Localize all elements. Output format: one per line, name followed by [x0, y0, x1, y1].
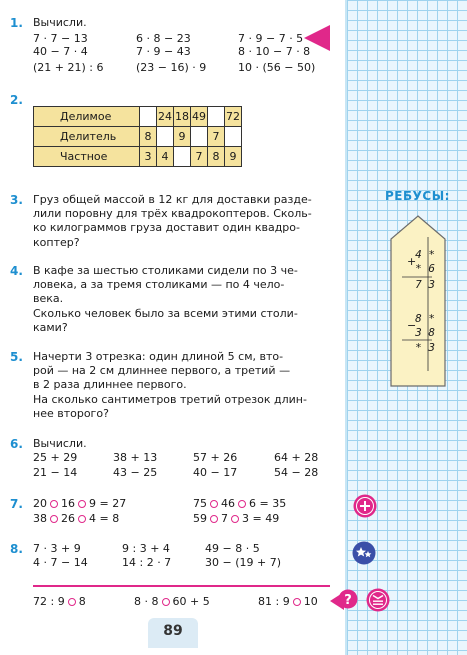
text-line: В кафе за шестью столиками сидели по 3 че- — [33, 264, 298, 277]
compare-circle[interactable] — [162, 598, 170, 606]
compare-circle[interactable] — [68, 598, 76, 606]
table-cell: 7 — [191, 147, 208, 167]
operand: 26 — [61, 512, 75, 525]
page-number: 89 — [163, 623, 183, 639]
expr: 14 : 2 · 7 — [122, 556, 172, 569]
circle-equation — [193, 498, 286, 511]
task-number: 2. — [10, 93, 23, 107]
table-row — [34, 147, 242, 167]
operand: 6 = 35 — [249, 497, 287, 510]
text-line: в 2 раза длиннее первого. — [33, 378, 187, 392]
operand: 10 — [303, 595, 318, 608]
expr: 25 + 29 — [33, 451, 78, 464]
compare-icon[interactable] — [366, 588, 390, 612]
circle-equation — [33, 513, 119, 526]
operand: 3 = 49 — [242, 512, 280, 525]
text-line: Груз общей массой в 12 кг для доставки разде- — [33, 193, 312, 206]
task-number: 1. — [10, 16, 23, 30]
operand: 20 — [33, 497, 47, 510]
table-row — [34, 107, 242, 127]
text-line: рой — на 2 см длиннее первого, а третий — — [33, 364, 291, 378]
circle-equation — [33, 498, 126, 511]
operator-circle[interactable] — [238, 500, 246, 508]
table-cell: 7 — [208, 127, 225, 147]
operand: 7 — [221, 512, 228, 525]
expr: 9 : 3 + 4 — [122, 542, 170, 555]
expr: 49 − 8 · 5 — [205, 542, 260, 555]
divider — [33, 585, 330, 587]
text-line: ловека, а за тремя столиками — по 4 чело- — [33, 278, 285, 292]
rebus-line: * 3 — [415, 341, 435, 354]
table-cell — [140, 107, 157, 127]
operator-circle[interactable] — [210, 500, 218, 508]
expr: (21 + 21) : 6 — [33, 61, 104, 74]
operand: 4 = 8 — [89, 512, 120, 525]
operand: 60 + 5 — [172, 595, 210, 608]
text-line: ко килограммов груза доставит один квадро- — [33, 221, 300, 235]
operand: 8 — [78, 595, 86, 608]
expr: 40 − 17 — [193, 466, 238, 479]
question-icon[interactable] — [338, 589, 358, 609]
table-cell: 8 — [208, 147, 225, 167]
task-number: 4. — [10, 264, 23, 278]
row-label: Частное — [34, 147, 140, 167]
expr: 7 · 3 + 9 — [33, 542, 81, 555]
expr: 10 · (56 − 50) — [238, 61, 316, 74]
operand: 8 · 8 — [134, 595, 159, 608]
comparison — [33, 596, 86, 609]
table-cell: 24 — [157, 107, 174, 127]
operand: 38 — [33, 512, 47, 525]
expr: 8 · 10 − 7 · 8 — [238, 45, 311, 58]
rebus-sign-shape — [390, 215, 446, 387]
operator-circle[interactable] — [78, 500, 86, 508]
operator-circle[interactable] — [50, 515, 58, 523]
task-number: 8. — [10, 542, 23, 556]
operand: 59 — [193, 512, 207, 525]
plus-circle-icon[interactable] — [353, 494, 377, 518]
stars-icon[interactable] — [352, 541, 376, 565]
rebus-line: 3 8 — [415, 326, 435, 339]
expr: (23 − 16) · 9 — [136, 61, 207, 74]
rebus-line: 8 * — [415, 312, 435, 325]
operand: 72 : 9 — [33, 595, 65, 608]
expr: 30 − (19 + 7) — [205, 556, 281, 569]
row-label: Делимое — [34, 107, 140, 127]
task-title: Вычисли. — [33, 16, 87, 29]
table-cell: 9 — [225, 147, 242, 167]
text-line: коптер? — [33, 235, 80, 249]
table-cell — [191, 127, 208, 147]
operand: 9 = 27 — [89, 497, 127, 510]
comparison — [258, 596, 318, 609]
text-line: века. — [33, 292, 64, 306]
rebus-title: РЕБУСЫ: — [385, 189, 450, 203]
table-cell — [208, 107, 225, 127]
table-cell — [157, 127, 174, 147]
task-title: Вычисли. — [33, 437, 87, 450]
rebus-line: * 6 — [415, 262, 435, 275]
operand: 81 : 9 — [258, 595, 290, 608]
table-cell: 4 — [157, 147, 174, 167]
expr: 7 · 9 − 7 · 5 — [238, 32, 304, 45]
row-label: Делитель — [34, 127, 140, 147]
table-cell — [225, 127, 242, 147]
text-line: нее второго? — [33, 406, 109, 420]
text-line: ками? — [33, 320, 68, 334]
task-number: 7. — [10, 497, 23, 511]
expr: 43 − 25 — [113, 466, 158, 479]
expr: 38 + 13 — [113, 451, 158, 464]
plus-sign: + — [407, 255, 417, 268]
table-cell: 9 — [174, 127, 191, 147]
compare-circle[interactable] — [293, 598, 301, 606]
task-number: 3. — [10, 193, 23, 207]
rebus-line: 4 * — [415, 248, 435, 261]
expr: 54 − 28 — [274, 466, 319, 479]
operator-circle[interactable] — [210, 515, 218, 523]
table-cell: 72 — [225, 107, 242, 127]
text-line: Начерти 3 отрезка: один длиной 5 см, вто- — [33, 350, 284, 363]
operator-circle[interactable] — [78, 515, 86, 523]
expr: 7 · 7 − 13 — [33, 32, 88, 45]
operator-circle[interactable] — [231, 515, 239, 523]
table-row — [34, 127, 242, 147]
task-text — [33, 264, 330, 335]
bookmark-arrow-icon — [304, 25, 330, 51]
division-table — [33, 106, 242, 167]
expr: 4 · 7 − 14 — [33, 556, 88, 569]
circle-equation — [193, 513, 279, 526]
table-cell: 8 — [140, 127, 157, 147]
table-cell — [174, 147, 191, 167]
operand: 46 — [221, 497, 235, 510]
svg-text:?: ? — [344, 593, 352, 608]
expr: 6 · 8 − 23 — [136, 32, 191, 45]
comparison — [134, 596, 210, 609]
rebus-line: 7 3 — [415, 278, 435, 291]
minus-sign: − — [407, 319, 417, 332]
task-number: 5. — [10, 350, 23, 364]
expr: 21 − 14 — [33, 466, 78, 479]
table-cell: 3 — [140, 147, 157, 167]
task-text — [33, 193, 330, 250]
text-line: Сколько человек было за всеми этими столи- — [33, 306, 298, 320]
expr: 57 + 26 — [193, 451, 238, 464]
text-line: лили поровну для трёх квадрокоптеров. Сколь- — [33, 207, 312, 221]
expr: 7 · 9 − 43 — [136, 45, 191, 58]
expr: 64 + 28 — [274, 451, 319, 464]
task-text — [33, 350, 330, 421]
operand: 75 — [193, 497, 207, 510]
table-cell: 49 — [191, 107, 208, 127]
table-cell: 18 — [174, 107, 191, 127]
text-line: На сколько сантиметров третий отрезок длин- — [33, 392, 307, 406]
operand: 16 — [61, 497, 75, 510]
task-number: 6. — [10, 437, 23, 451]
operator-circle[interactable] — [50, 500, 58, 508]
expr: 40 − 7 · 4 — [33, 45, 88, 58]
